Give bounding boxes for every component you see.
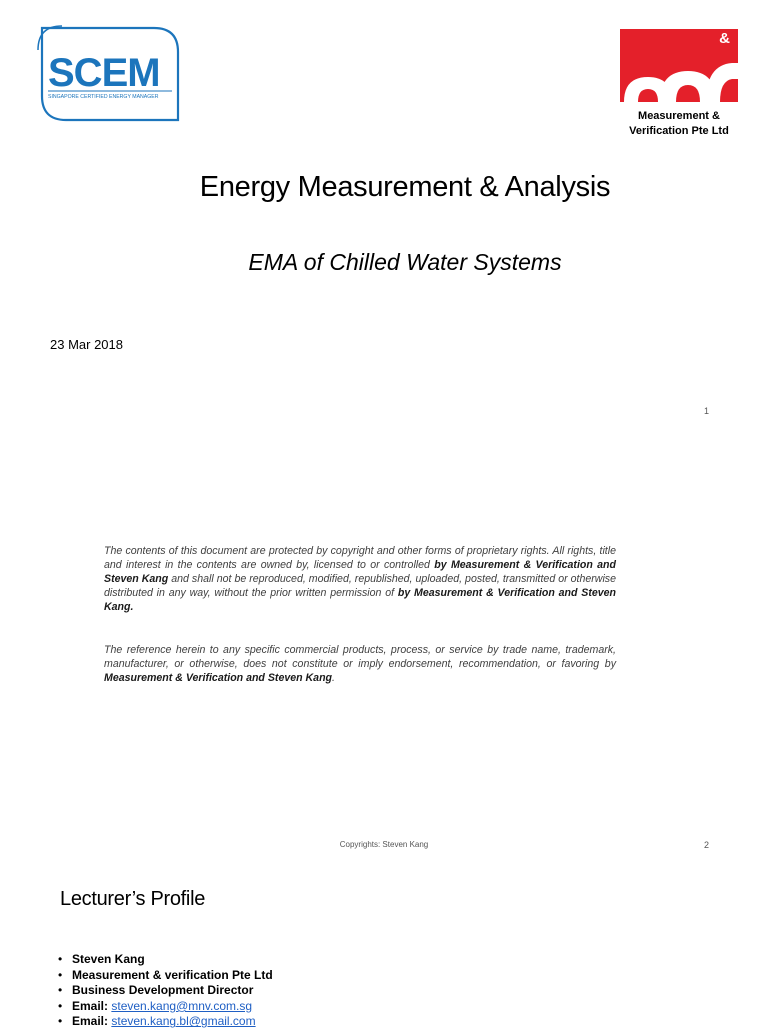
notice-text: The contents of this document are protected by copyright and other forms of proprietary rights. All rights, title and interest in the contents are owned by, licensed to or controlled xyxy=(104,545,616,571)
company-line-1: Measurement & xyxy=(638,110,720,122)
mnv-logo xyxy=(620,29,738,102)
notice-owner: by Measurement & Verification and Steven Kang. xyxy=(104,587,616,613)
profile-list xyxy=(58,952,273,1030)
disclaimer-text: The reference herein to any specific commercial products, process, or service by trade name, trademark, manufacturer, or otherwise, does not constitute or imply endorsement, recommendation, or favoring by xyxy=(104,644,616,670)
endorsement-disclaimer xyxy=(104,643,616,685)
mnv-amp-glyph: & xyxy=(719,30,730,47)
slide-title: Energy Measurement & Analysis xyxy=(199,171,611,203)
svg-text:SCEM: SCEM xyxy=(48,51,160,95)
disclaimer-owner: Measurement & Verification and Steven Kang xyxy=(104,672,333,684)
copyright-notice xyxy=(104,544,616,614)
company-line-2: Verification Pte Ltd xyxy=(629,124,729,137)
page-number: 1 xyxy=(704,406,710,416)
profile-heading: Lecturer’s Profile xyxy=(60,888,206,910)
svg-text:SINGAPORE CERTIFIED ENERGY MAN: SINGAPORE CERTIFIED ENERGY MANAGER xyxy=(48,94,159,100)
notice-owner: by Measurement & Verification and Steven Kang xyxy=(104,559,617,585)
list-item: • Business Development Director xyxy=(58,983,273,999)
email-label: Email: xyxy=(72,1014,112,1029)
disclaimer-text: . xyxy=(332,672,335,684)
page-number: 2 xyxy=(704,840,710,850)
list-item: • Steven Kang xyxy=(58,952,273,968)
footer-copyright: Copyrights: Steven Kang xyxy=(339,840,429,849)
notice-text: and shall not be reproduced, modified, republished, uploaded, posted, transmitted or otherwise distributed in any way, without the prior written permission of xyxy=(104,573,616,599)
list-item: • Measurement & verification Pte Ltd xyxy=(58,968,273,984)
email-link[interactable]: steven.kang.bl@gmail.com xyxy=(111,1014,256,1029)
company-label xyxy=(612,109,746,138)
email-link[interactable]: steven.kang@mnv.com.sg xyxy=(111,998,253,1013)
email-label: Email: xyxy=(72,998,112,1013)
slide-date: 23 Mar 2018 xyxy=(50,337,123,352)
list-item xyxy=(58,999,273,1015)
scem-logo xyxy=(36,24,182,122)
list-item xyxy=(58,1014,273,1030)
slide-subtitle: EMA of Chilled Water Systems xyxy=(248,249,562,275)
